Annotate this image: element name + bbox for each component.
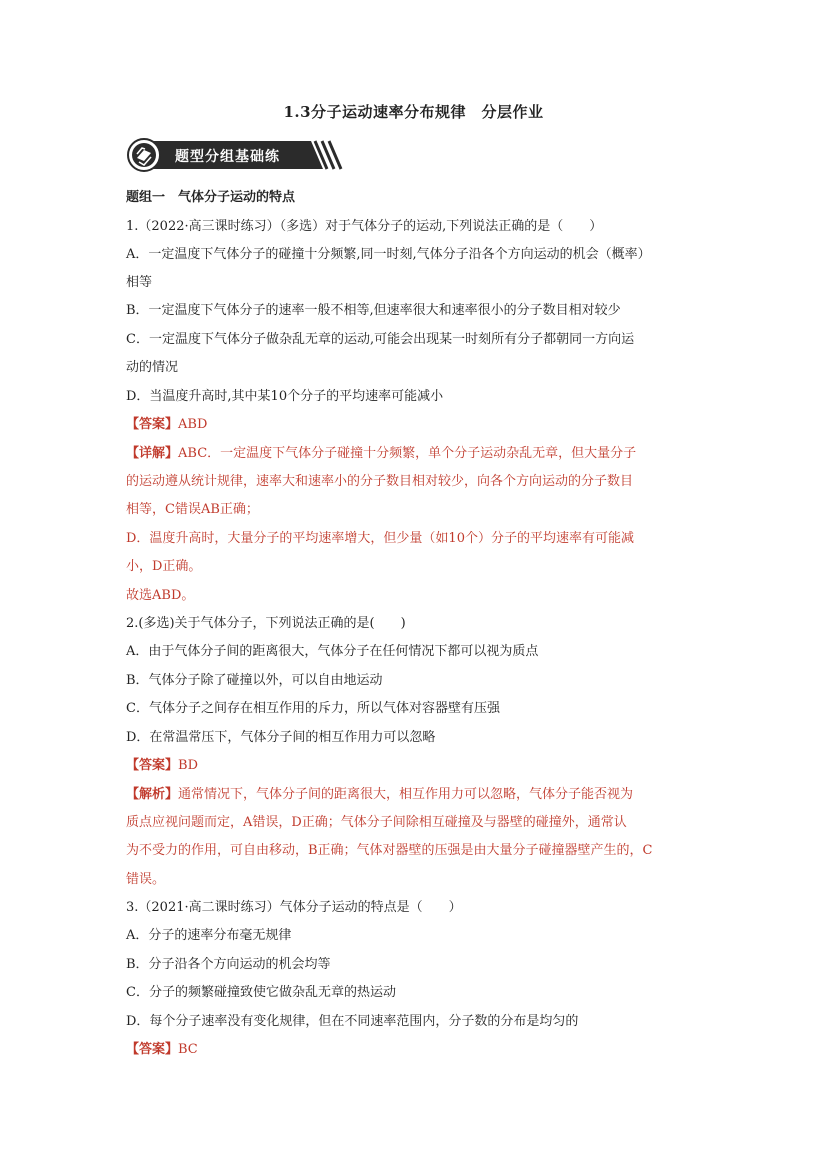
q1-option-c-cont: 动的情况 bbox=[126, 360, 179, 375]
section-banner-graphic bbox=[127, 138, 343, 172]
q1-option-b: B．一定温度下气体分子的速率一般不相等,但速率很大和速率很小的分子数目相对较少 bbox=[126, 303, 621, 318]
answer-value: ABD bbox=[178, 417, 208, 432]
q1-option-a-cont: 相等 bbox=[126, 275, 153, 290]
answer-tag: 【答案】 bbox=[126, 1042, 179, 1057]
answer-tag: 【答案】 bbox=[126, 417, 179, 432]
q1-detail-line6: 故选ABD。 bbox=[126, 588, 195, 603]
q2-option-d: D．在常温常压下，气体分子间的相互作用力可以忽略 bbox=[126, 730, 436, 745]
q2-analysis bbox=[126, 786, 633, 804]
q3-option-c: C．分子的频繁碰撞致使它做杂乱无章的热运动 bbox=[126, 985, 396, 1000]
q2-option-a: A．由于气体分子间的距离很大，气体分子在任何情况下都可以视为质点 bbox=[126, 644, 539, 659]
q3-stem: 3.（2021·高二课时练习）气体分子运动的特点是（ ） bbox=[126, 900, 462, 915]
q1-answer bbox=[126, 416, 207, 434]
analysis-text: 通常情况下，气体分子间的距离很大，相互作用力可以忽略，气体分子能否视为 bbox=[178, 787, 634, 802]
q3-option-d: D．每个分子速率没有变化规律，但在不同速率范围内，分子数的分布是均匀的 bbox=[126, 1014, 579, 1029]
q3-option-a: A．分子的速率分布毫无规律 bbox=[126, 928, 292, 943]
answer-value: BD bbox=[178, 758, 198, 773]
q1-option-c: C．一定温度下气体分子做杂乱无章的运动,可能会出现某一时刻所有分子都朝同一方向运 bbox=[126, 332, 635, 347]
detail-tag: 【详解】 bbox=[126, 446, 179, 461]
page-title: 1.3分子运动速率分布规律 分层作业 bbox=[283, 103, 544, 121]
q3-option-b: B．分子沿各个方向运动的机会均等 bbox=[126, 957, 331, 972]
q3-answer bbox=[126, 1041, 198, 1059]
q1-detail-line5: 小，D正确。 bbox=[126, 559, 202, 574]
answer-tag: 【答案】 bbox=[126, 758, 179, 773]
answer-value: BC bbox=[178, 1042, 198, 1057]
q1-detail-line2: 的运动遵从统计规律，速率大和速率小的分子数目相对较少，向各个方向运动的分子数目 bbox=[126, 474, 634, 489]
q1-detail bbox=[126, 445, 636, 463]
q2-answer bbox=[126, 757, 198, 775]
q1-detail-line4: D．温度升高时，大量分子的平均速率增大，但少量（如10个）分子的平均速率有可能减 bbox=[126, 531, 634, 546]
q1-option-a: A．一定温度下气体分子的碰撞十分频繁,同一时刻,气体分子沿各个方向运动的机会（概率） bbox=[126, 247, 651, 262]
q2-option-c: C．气体分子之间存在相互作用的斥力，所以气体对容器壁有压强 bbox=[126, 701, 500, 716]
q2-option-b: B．气体分子除了碰撞以外，可以自由地运动 bbox=[126, 673, 383, 688]
q2-analysis-line2: 质点应视问题而定，A错误，D正确；气体分子间除相互碰撞及与器壁的碰撞外，通常认 bbox=[126, 815, 627, 830]
q2-analysis-line3: 为不受力的作用，可自由移动，B正确；气体对器壁的压强是由大量分子碰撞器壁产生的，C bbox=[126, 843, 653, 858]
q2-stem: 2.(多选)关于气体分子，下列说法正确的是( ) bbox=[126, 616, 406, 631]
analysis-tag: 【解析】 bbox=[126, 787, 179, 802]
q1-detail-line3: 相等，C错误AB正确； bbox=[126, 502, 259, 517]
banner-label: 题型分组基础练 bbox=[175, 149, 280, 165]
detail-text: ABC．一定温度下气体分子碰撞十分频繁，单个分子运动杂乱无章，但大量分子 bbox=[178, 446, 637, 461]
section-banner bbox=[127, 138, 343, 172]
q1-option-d: D．当温度升高时,其中某10个分子的平均速率可能减小 bbox=[126, 389, 444, 404]
q2-analysis-line4: 错误。 bbox=[126, 872, 166, 887]
group-heading: 题组一 气体分子运动的特点 bbox=[126, 190, 296, 205]
q1-stem: 1.（2022·高三课时练习）（多选）对于气体分子的运动,下列说法正确的是（ ） bbox=[126, 219, 603, 234]
